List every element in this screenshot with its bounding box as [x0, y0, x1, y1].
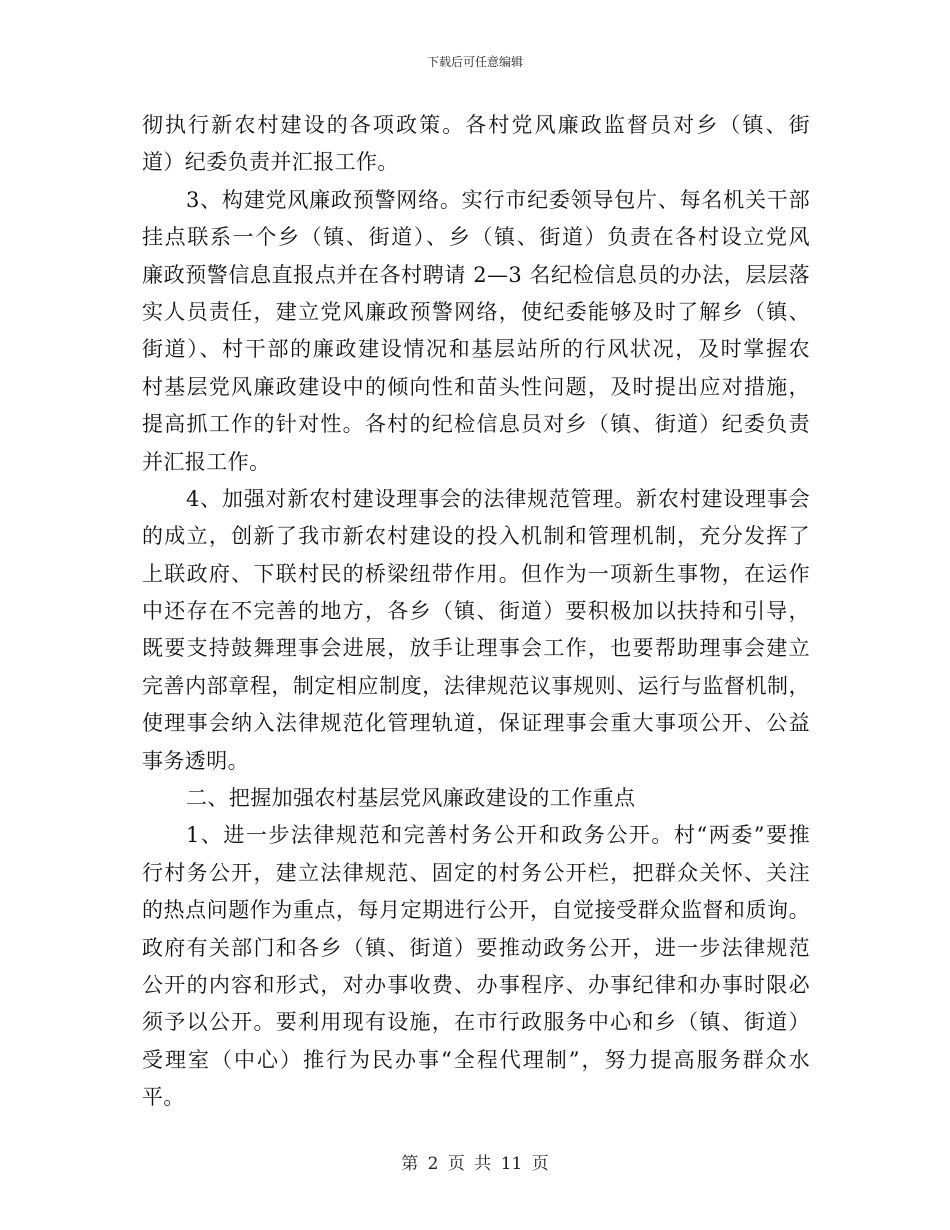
- document-body: [142, 107, 810, 1117]
- text-line: 道）纪委负责并汇报工作。: [142, 150, 399, 175]
- text-line: 挂点联系一个乡（镇、街道）、乡（镇、街道）负责在各村设立党风: [142, 225, 810, 250]
- text-line: 1、进一步法律规范和完善村务公开和政务公开。村“两委”要推: [186, 823, 810, 848]
- text-line: 事务透明。: [142, 748, 249, 773]
- text-line: 4、加强对新农村建设理事会的法律规范管理。新农村建设理事会: [186, 486, 810, 511]
- text-line: 村基层党风廉政建设中的倾向性和苗头性问题，及时提出应对措施，: [142, 374, 810, 399]
- text-line: 提高抓工作的针对性。各村的纪检信息员对乡（镇、街道）纪委负责: [142, 412, 810, 437]
- text-line: 既要支持鼓舞理事会进展，放手让理事会工作，也要帮助理事会建立: [142, 636, 810, 661]
- text-line: 公开的内容和形式，对办事收费、办事程序、办事纪律和办事时限必: [142, 972, 810, 997]
- text-line: 3、构建党风廉政预警网络。实行市纪委领导包片、每名机关干部: [186, 187, 810, 212]
- text-line: 的成立，创新了我市新农村建设的投入机制和管理机制，充分发挥了: [142, 524, 810, 549]
- text-line: 政府有关部门和各乡（镇、街道）要推动政务公开，进一步法律规范: [142, 935, 810, 960]
- text-line: 中还存在不完善的地方，各乡（镇、街道）要积极加以扶持和引导，: [142, 599, 810, 624]
- text-line: 平。: [142, 1085, 185, 1110]
- page-number-footer: 第 2 页 共 11 页: [401, 1154, 549, 1174]
- text-line: 使理事会纳入法律规范化管理轨道，保证理事会重大事项公开、公益: [142, 711, 810, 736]
- text-line: 行村务公开，建立法律规范、固定的村务公开栏，把群众关怀、关注: [142, 860, 810, 885]
- text-line: 上联政府、下联村民的桥梁纽带作用。但作为一项新生事物，在运作: [142, 561, 810, 586]
- text-line: 彻执行新农村建设的各项政策。各村党风廉政监督员对乡（镇、街: [142, 113, 810, 137]
- text-line: 并汇报工作。: [142, 449, 271, 474]
- text-line: 二、把握加强农村基层党风廉政建设的工作重点: [186, 786, 636, 811]
- text-line: 的热点问题作为重点，每月定期进行公开，自觉接受群众监督和质询。: [142, 898, 810, 923]
- text-line: 须予以公开。要利用现有设施，在市行政服务中心和乡（镇、街道）: [142, 1010, 810, 1035]
- text-line: 实人员责任，建立党风廉政预警网络，使纪委能够及时了解乡（镇、: [142, 299, 810, 324]
- text-line: 廉政预警信息直报点并在各村聘请 2—3 名纪检信息员的办法，层层落: [142, 262, 810, 287]
- page-header: 下载后可任意编辑: [426, 55, 523, 69]
- text-line: 街道）、村干部的廉政建设情况和基层站所的行风状况，及时掌握农: [142, 337, 810, 362]
- text-line: 完善内部章程，制定相应制度，法律规范议事规则、运行与监督机制，: [142, 673, 810, 698]
- text-line: 受理室（中心）推行为民办事“全程代理制”，努力提高服务群众水: [142, 1047, 810, 1072]
